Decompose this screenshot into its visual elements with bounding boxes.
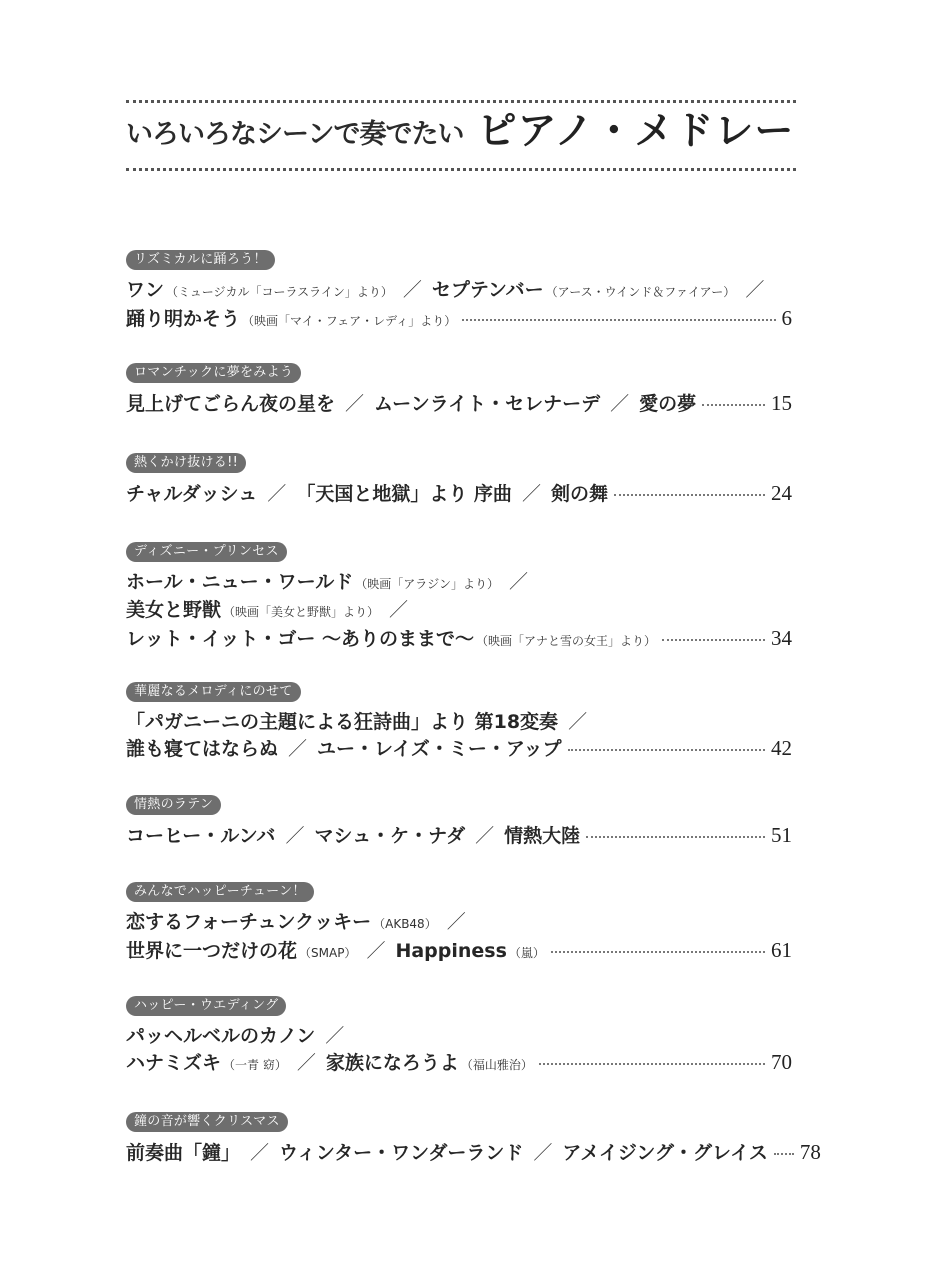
toc-section	[126, 451, 792, 506]
toc-section	[126, 994, 792, 1077]
song-title: ムーンライト・セレナーデ	[374, 393, 601, 415]
category-badge: 華麗なるメロディにのせて	[126, 682, 301, 702]
song-title: パッヘルベルのカノン	[126, 1025, 316, 1047]
dot-leader	[662, 639, 765, 641]
page-number: 51	[771, 823, 792, 847]
song-note: （一青 窈）	[223, 1058, 287, 1072]
dot-leader	[462, 319, 775, 321]
separator-slash: ／	[325, 1025, 345, 1047]
toc-entry-line[interactable]	[126, 823, 792, 848]
separator-slash: ／	[475, 825, 495, 847]
category-badge: 熱くかけ抜ける!!	[126, 453, 246, 473]
separator-slash: ／	[521, 483, 541, 505]
category-badge: みんなでハッピーチューン！	[126, 882, 314, 902]
song-title: 前奏曲「鐘」	[126, 1142, 241, 1164]
song-title: 世界に一つだけの花	[126, 940, 298, 962]
toc-section	[126, 1110, 821, 1165]
separator-slash: ／	[508, 571, 528, 593]
bottom-dotted-rule	[126, 168, 796, 171]
dot-leader	[568, 749, 765, 751]
separator-slash: ／	[288, 738, 308, 760]
category-badge: ロマンチックに夢をみよう	[126, 363, 301, 383]
dot-leader	[551, 951, 765, 953]
toc-entry-line[interactable]	[126, 570, 792, 596]
dot-leader	[539, 1063, 765, 1065]
separator-slash: ／	[533, 1142, 553, 1164]
header-title: ピアノ・メドレー	[477, 109, 795, 154]
song-note: （映画「マイ・フェア・レディ」より）	[242, 314, 457, 328]
separator-slash: ／	[402, 279, 422, 301]
toc-entry-line[interactable]	[126, 910, 792, 936]
separator-slash: ／	[389, 599, 409, 621]
toc-entry-line[interactable]	[126, 736, 792, 761]
page-number: 42	[771, 736, 792, 760]
separator-slash: ／	[296, 1052, 316, 1074]
song-title: 情熱大陸	[504, 825, 581, 847]
song-note: （ミュージカル「コーラスライン」より）	[166, 285, 393, 299]
toc-entry-line[interactable]	[126, 481, 792, 506]
toc-entry-line[interactable]	[126, 626, 792, 653]
song-title: 剣の舞	[550, 483, 608, 505]
top-dotted-rule	[126, 100, 796, 103]
song-note: （アース・ウインド＆ファイアー）	[545, 285, 736, 299]
page-number: 6	[781, 306, 792, 330]
category-badge: ディズニー・プリンセス	[126, 542, 287, 562]
separator-slash: ／	[610, 393, 630, 415]
song-title: 誰も寝てはならぬ	[126, 738, 279, 760]
category-badge: 情熱のラテン	[126, 795, 221, 815]
song-title: 恋するフォーチュンクッキー	[126, 911, 372, 933]
toc-entry-line[interactable]	[126, 1140, 821, 1165]
song-title: チャルダッシュ	[126, 483, 258, 505]
song-title: 踊り明かそう	[126, 308, 241, 330]
separator-slash: ／	[745, 279, 765, 301]
category-badge: ハッピー・ウエディング	[126, 996, 286, 1016]
song-note: （嵐）	[508, 946, 545, 960]
page-number: 34	[771, 626, 792, 650]
toc-section	[126, 361, 792, 416]
toc-entry-line[interactable]	[126, 598, 792, 624]
toc-entry-line[interactable]	[126, 1024, 792, 1048]
song-note: （映画「美女と野獣」より）	[223, 605, 380, 619]
song-title: ワン	[126, 279, 165, 301]
separator-slash: ／	[267, 483, 287, 505]
toc-entry-line[interactable]	[126, 306, 792, 333]
song-title: セプテンバー	[431, 279, 544, 301]
song-title: アメイジング・グレイス	[562, 1142, 768, 1164]
song-title: マシュ・ケ・ナダ	[314, 825, 466, 847]
song-title: 愛の夢	[639, 393, 697, 415]
song-title: 見上げてごらん夜の星を	[126, 393, 336, 415]
song-title: Happiness	[395, 940, 507, 962]
separator-slash: ／	[285, 825, 305, 847]
song-note: （AKB48）	[373, 917, 437, 931]
song-title: ユー・レイズ・ミー・アップ	[317, 738, 562, 760]
toc-entry-line[interactable]	[126, 710, 792, 734]
song-title: ウィンター・ワンダーランド	[279, 1142, 524, 1164]
song-note: （福山雅治）	[460, 1058, 533, 1072]
song-note: （映画「アナと雪の女王」より）	[476, 634, 657, 648]
page-number: 24	[771, 481, 792, 505]
page-number: 78	[799, 1140, 821, 1164]
song-title: ホール・ニュー・ワールド	[126, 571, 354, 593]
dot-leader	[774, 1153, 794, 1155]
toc-section	[126, 880, 792, 965]
song-title: レット・イット・ゴー ～ありのままで～	[126, 628, 475, 650]
song-title: 家族になろうよ	[325, 1052, 459, 1074]
dot-leader	[702, 404, 765, 406]
song-title: 美女と野獣	[126, 599, 222, 621]
toc-section	[126, 248, 792, 333]
song-title: ハナミズキ	[126, 1052, 222, 1074]
dot-leader	[614, 494, 765, 496]
separator-slash: ／	[568, 711, 588, 733]
song-note: （SMAP）	[299, 946, 357, 960]
toc-section	[126, 793, 792, 848]
toc-entry-line[interactable]	[126, 1050, 792, 1077]
separator-slash: ／	[250, 1142, 270, 1164]
category-badge: 鐘の音が響くクリスマス	[126, 1112, 288, 1132]
toc-section	[126, 540, 792, 653]
header-subtitle: いろいろなシーンで奏でたい	[126, 119, 464, 150]
page-header	[126, 109, 796, 154]
toc-entry-line[interactable]	[126, 391, 792, 416]
page-number: 61	[771, 938, 792, 962]
toc-section	[126, 680, 792, 761]
song-title: 「天国と地獄」より 序曲	[296, 483, 512, 505]
toc-entry-line[interactable]	[126, 278, 792, 304]
separator-slash: ／	[345, 393, 365, 415]
toc-entry-line[interactable]	[126, 938, 792, 965]
separator-slash: ／	[446, 911, 466, 933]
page-number: 15	[771, 391, 792, 415]
song-title: 「パガニーニの主題による狂詩曲」より 第18変奏	[126, 711, 559, 733]
category-badge: リズミカルに踊ろう！	[126, 250, 275, 270]
song-note: （映画「アラジン」より）	[355, 577, 499, 591]
page-number: 70	[771, 1050, 792, 1074]
dot-leader	[586, 836, 765, 838]
song-title: コーヒー・ルンバ	[126, 825, 276, 847]
separator-slash: ／	[366, 940, 386, 962]
